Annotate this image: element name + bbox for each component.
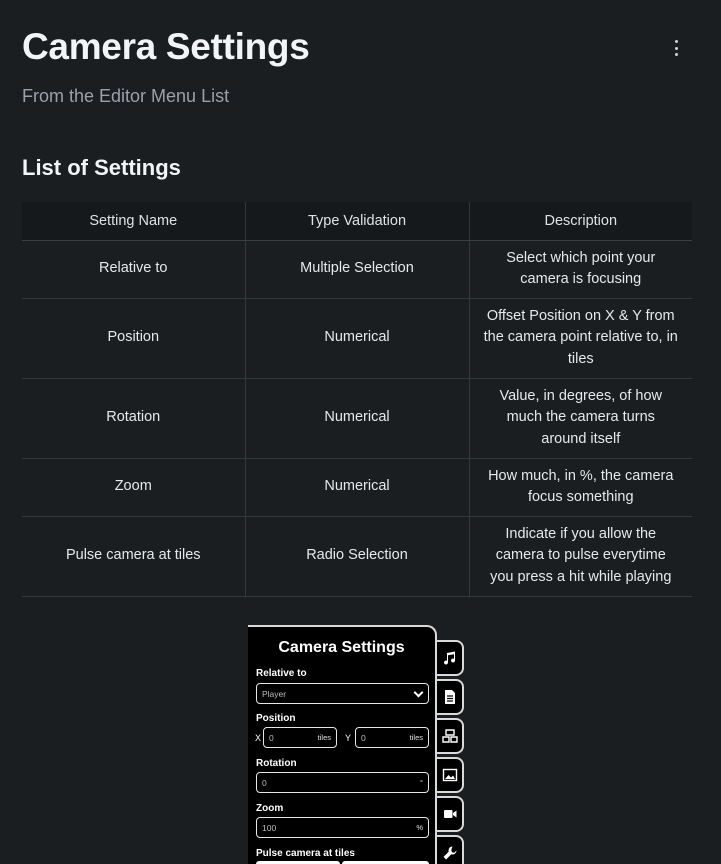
pulse-label: Pulse camera at tiles bbox=[256, 848, 355, 859]
tiles-unit: tiles bbox=[317, 733, 331, 742]
setting-name: Zoom bbox=[22, 458, 245, 516]
position-x-field bbox=[263, 727, 337, 748]
column-header: Description bbox=[469, 202, 692, 240]
position-y-value: 0 bbox=[361, 732, 366, 743]
setting-name: Position bbox=[22, 298, 245, 378]
zoom-label: Zoom bbox=[256, 803, 284, 814]
degree-unit: ° bbox=[420, 778, 423, 787]
position-label: Position bbox=[256, 713, 296, 724]
type-validation: Numerical bbox=[245, 458, 469, 516]
setting-name: Rotation bbox=[22, 378, 245, 458]
description: Value, in degrees, of how much the camera turns around itself bbox=[469, 378, 692, 458]
column-header: Setting Name bbox=[22, 202, 245, 240]
settings-table bbox=[22, 202, 692, 597]
relative-to-select bbox=[256, 683, 429, 704]
relative-to-value: Player bbox=[262, 688, 287, 699]
document-icon bbox=[437, 679, 464, 715]
camera-icon bbox=[437, 796, 464, 832]
table-row bbox=[22, 458, 692, 516]
description: Select which point your camera is focusing bbox=[469, 240, 692, 298]
setting-name: Pulse camera at tiles bbox=[22, 516, 245, 596]
section-title: List of Settings bbox=[22, 155, 181, 180]
chevron-down-icon bbox=[414, 688, 424, 698]
image-icon bbox=[437, 757, 464, 793]
type-validation: Numerical bbox=[245, 298, 469, 378]
description: Offset Position on X & Y from the camera point relative to, in tiles bbox=[469, 298, 692, 378]
column-header: Type Validation bbox=[245, 202, 469, 240]
zoom-value: 100 bbox=[262, 822, 277, 833]
rotation-field bbox=[256, 772, 429, 793]
y-axis-label: Y bbox=[345, 733, 352, 743]
percent-unit: % bbox=[416, 823, 423, 832]
table-header-row bbox=[22, 202, 692, 240]
zoom-field bbox=[256, 817, 429, 838]
music-note-icon bbox=[437, 640, 464, 676]
setting-name: Relative to bbox=[22, 240, 245, 298]
description: Indicate if you allow the camera to pulse everytime you press a hit while playing bbox=[469, 516, 692, 596]
layout-icon bbox=[437, 718, 464, 754]
type-validation: Radio Selection bbox=[245, 516, 469, 596]
description: How much, in %, the camera focus something bbox=[469, 458, 692, 516]
rotation-value: 0 bbox=[262, 777, 267, 788]
relative-to-label: Relative to bbox=[256, 668, 307, 679]
position-x-value: 0 bbox=[269, 732, 274, 743]
table-row bbox=[22, 378, 692, 458]
x-axis-label: X bbox=[255, 733, 262, 743]
panel-title: Camera Settings bbox=[278, 639, 405, 656]
rotation-label: Rotation bbox=[256, 758, 297, 769]
table-row bbox=[22, 516, 692, 596]
position-y-field bbox=[355, 727, 429, 748]
page-title: Camera Settings bbox=[22, 26, 310, 67]
wrench-icon bbox=[437, 835, 464, 864]
kebab-menu-icon[interactable] bbox=[667, 38, 685, 58]
table-row bbox=[22, 298, 692, 378]
camera-settings-panel bbox=[248, 625, 437, 864]
table-row bbox=[22, 240, 692, 298]
type-validation: Numerical bbox=[245, 378, 469, 458]
tiles-unit: tiles bbox=[409, 733, 423, 742]
type-validation: Multiple Selection bbox=[245, 240, 469, 298]
camera-settings-screenshot bbox=[248, 625, 468, 864]
page-subtitle: From the Editor Menu List bbox=[22, 86, 230, 106]
